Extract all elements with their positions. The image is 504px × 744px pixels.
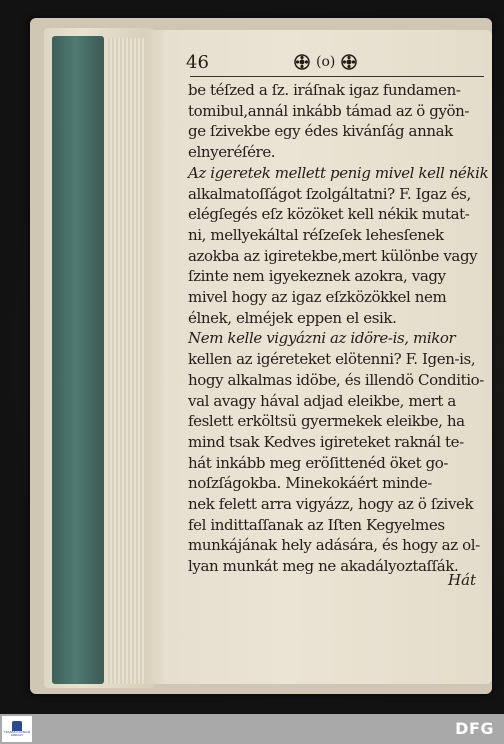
text-line: hogy alkalmas idöbe, és illendö Conditio- [188,370,484,389]
text-line: hát inkább meg eröſittenéd öket go- [188,453,449,472]
text-line: ſzinte nem igyekeznek azokra, vagy [188,267,446,286]
text-line: élnek, elméjek eppen el esik. [188,308,397,327]
text-line: ni, mellyekáltal réſzeſek lehesſenek [188,225,444,244]
ornament-center: (o) [316,54,336,70]
footer-bar [0,714,504,744]
text-line: kellen az igéreteket elötenni? F. Igen-is, [188,350,476,369]
page-number: 46 [186,52,209,73]
page-header [186,52,486,74]
text-line: munkájának hely adására, és hogy az ol- [188,536,480,555]
header-rule [190,76,484,77]
text-line: elégſegés eſz közöket kell nékik mutat- [188,205,470,224]
text-line: tomibul,annál inkább támad az ö gyön- [188,101,470,120]
page-body-text [188,80,489,577]
text-line: nek felett arra vigyázz, hogy az ö ſzivek [188,495,474,514]
text-line: be téſzed a ſz. iráſnak igaz fundamen- [188,81,461,99]
text-line: elnyeréſére. [188,143,276,162]
text-line: feslett erköltsü gyermekek eleikbe, ha [188,412,465,431]
flower-ornament-icon [294,54,310,70]
text-line: noſzſágokba. Minekokáért minde- [188,474,432,493]
text-line: lyan munkát meg ne akadályoztaſſák. [188,557,459,576]
text-line: ge ſzivekbe egy édes kivánſág annak [188,122,453,141]
text-line: mind tsak Kedves igireteket raknál te- [188,432,464,451]
text-line: mivel hogy az igaz eſzközökkel nem [188,288,447,307]
text-line: val avagy hával adjad eleikbe, mert a [188,391,456,410]
book-edge [52,36,104,684]
flower-ornament-icon [341,54,357,70]
page-edges [106,38,148,684]
text-line: alkalmatoſſágot ſzolgáltatni? F. Igaz és, [188,184,471,203]
header-ornament [294,54,357,70]
dfg-logo: DFG [455,719,494,738]
text-line: fel indittaſſanak az Iſten Kegyelmes [188,515,445,534]
text-line: Nem kelle vigyázni az idöre-is, mikor [188,329,456,348]
library-label: TRANSSYLVANIAN LIBRARY [3,730,31,737]
library-logo [2,716,32,742]
text-line: Az igeretek mellett penig mivel kell nékik [188,163,489,182]
text-line: azokba az igiretekbe,mert különbe vagy [188,246,478,265]
catchword: Hát [448,571,477,589]
